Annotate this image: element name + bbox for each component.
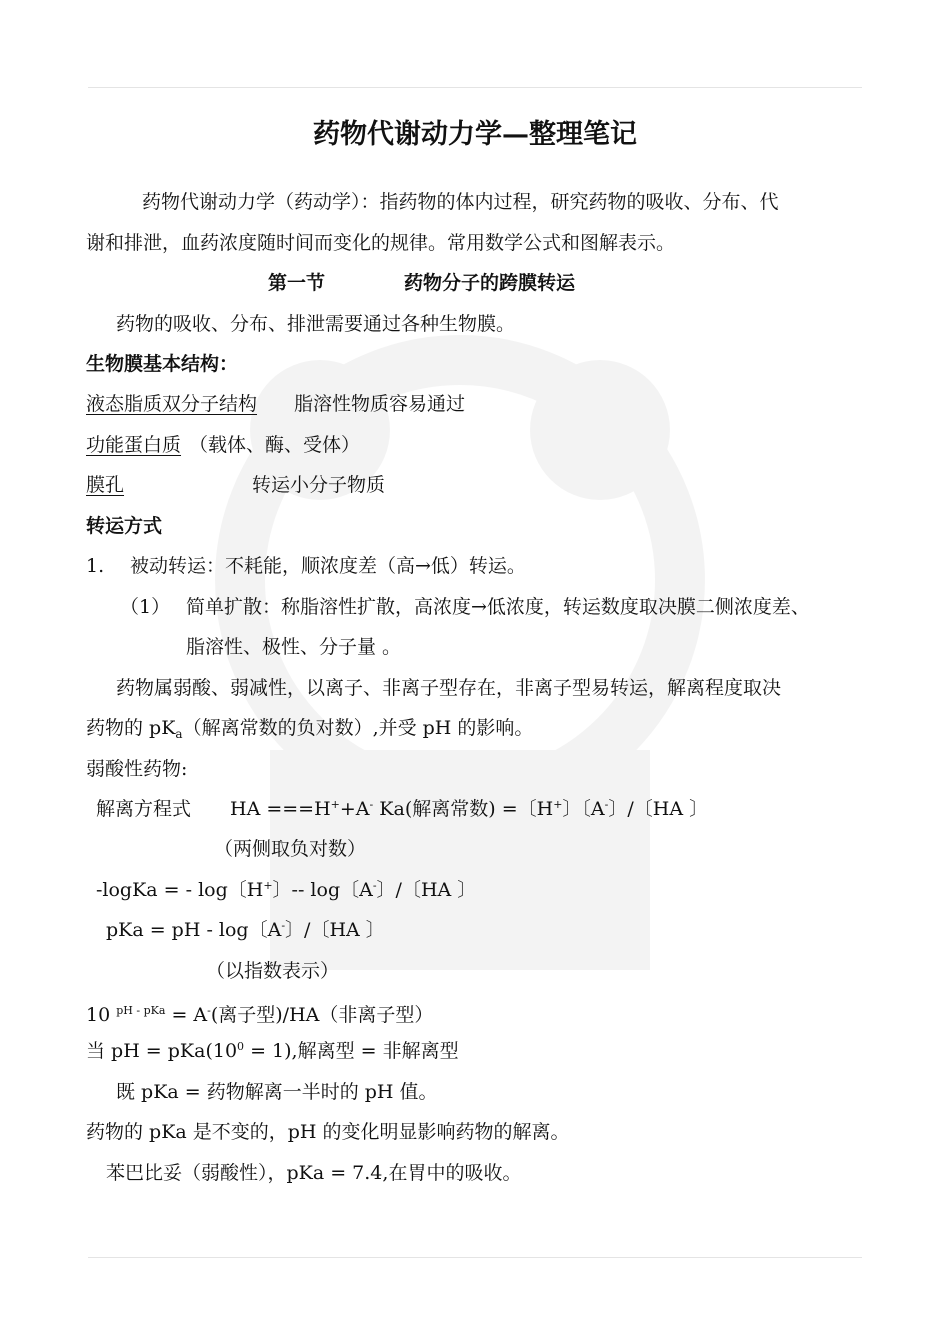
note-negative-log: （两侧取负对数） xyxy=(214,838,367,860)
footer-rule xyxy=(88,1257,862,1258)
section-number: 第一节 xyxy=(268,272,326,294)
structure-term: 液态脂质双分子结构 xyxy=(86,393,258,415)
sub-list-number: （1） xyxy=(120,596,171,618)
structure-desc: 转运小分子物质 xyxy=(252,474,386,496)
header-rule xyxy=(88,87,862,88)
structure-desc: 脂溶性物质容易通过 xyxy=(294,393,466,415)
intro-line-1: 药物代谢动力学（药动学）：指药物的体内过程，研究药物的吸收、分布、代 xyxy=(142,191,779,213)
transport-heading: 转运方式 xyxy=(86,515,163,537)
structure-term: 功能蛋白质 xyxy=(86,434,182,456)
equation-equilibrium: 当 pH = $pKa(10^0 = 1)$,解离型 = 非解离型 xyxy=(86,1040,459,1062)
simple-diffusion-line-1: 简单扩散：称脂溶性扩散，高浓度→低浓度，转运数度取决膜二侧浓度差、 xyxy=(186,596,810,618)
dissociation-equation: HA ===H++A- Ka(解离常数) =〔H+〕〔A-〕/〔HA 〕 xyxy=(230,798,709,820)
document-title: 药物代谢动力学—整理笔记 xyxy=(313,119,637,150)
membrane-intro: 药物的吸收、分布、排泄需要通过各种生物膜。 xyxy=(116,313,516,335)
equation-log: -logKa = - log〔H+〕-- log〔A-〕/〔HA 〕 xyxy=(96,879,477,901)
structure-heading: 生物膜基本结构： xyxy=(86,353,239,375)
list-number: 1. xyxy=(86,555,105,577)
structure-desc: （载体、酶、受体） xyxy=(189,434,361,456)
section-title: 药物分子的跨膜转运 xyxy=(404,272,576,294)
pka-note: 药物的 pKa 是不变的，pH 的变化明显影响药物的解离。 xyxy=(86,1121,570,1143)
structure-term: 膜孔 xyxy=(86,474,125,496)
note-exponent: （以指数表示） xyxy=(206,960,340,982)
pka-definition: 既 pKa = 药物解离一半时的 pH 值。 xyxy=(116,1081,438,1103)
weak-drug-line-1: 药物属弱酸、弱减性，以离子、非离子型存在，非离子型易转运，解离程度取决 xyxy=(116,677,782,699)
simple-diffusion-line-2: 脂溶性、极性、分子量 。 xyxy=(186,636,402,658)
equation-exponent: 10 $^{pH - pKa}$ = A-(离子型)/HA（非离子型） xyxy=(86,1004,434,1026)
equation-pka: pKa = pH - log〔A-〕/〔HA 〕 xyxy=(106,919,385,941)
weak-acid-label: 弱酸性药物: xyxy=(86,758,188,780)
phenobarbital-example: 苯巴比妥（弱酸性），pKa = 7.4,在胃中的吸收。 xyxy=(106,1162,522,1184)
dissociation-label: 解离方程式 xyxy=(96,798,192,820)
passive-transport-text: 被动转运：不耗能，顺浓度差（高→低）转运。 xyxy=(130,555,526,577)
intro-line-2: 谢和排泄，血药浓度随时间而变化的规律。常用数学公式和图解表示。 xyxy=(86,232,676,254)
weak-drug-line-2: 药物的 $pK_a$（解离常数的负对数）,并受 pH 的影响。 xyxy=(86,717,534,741)
